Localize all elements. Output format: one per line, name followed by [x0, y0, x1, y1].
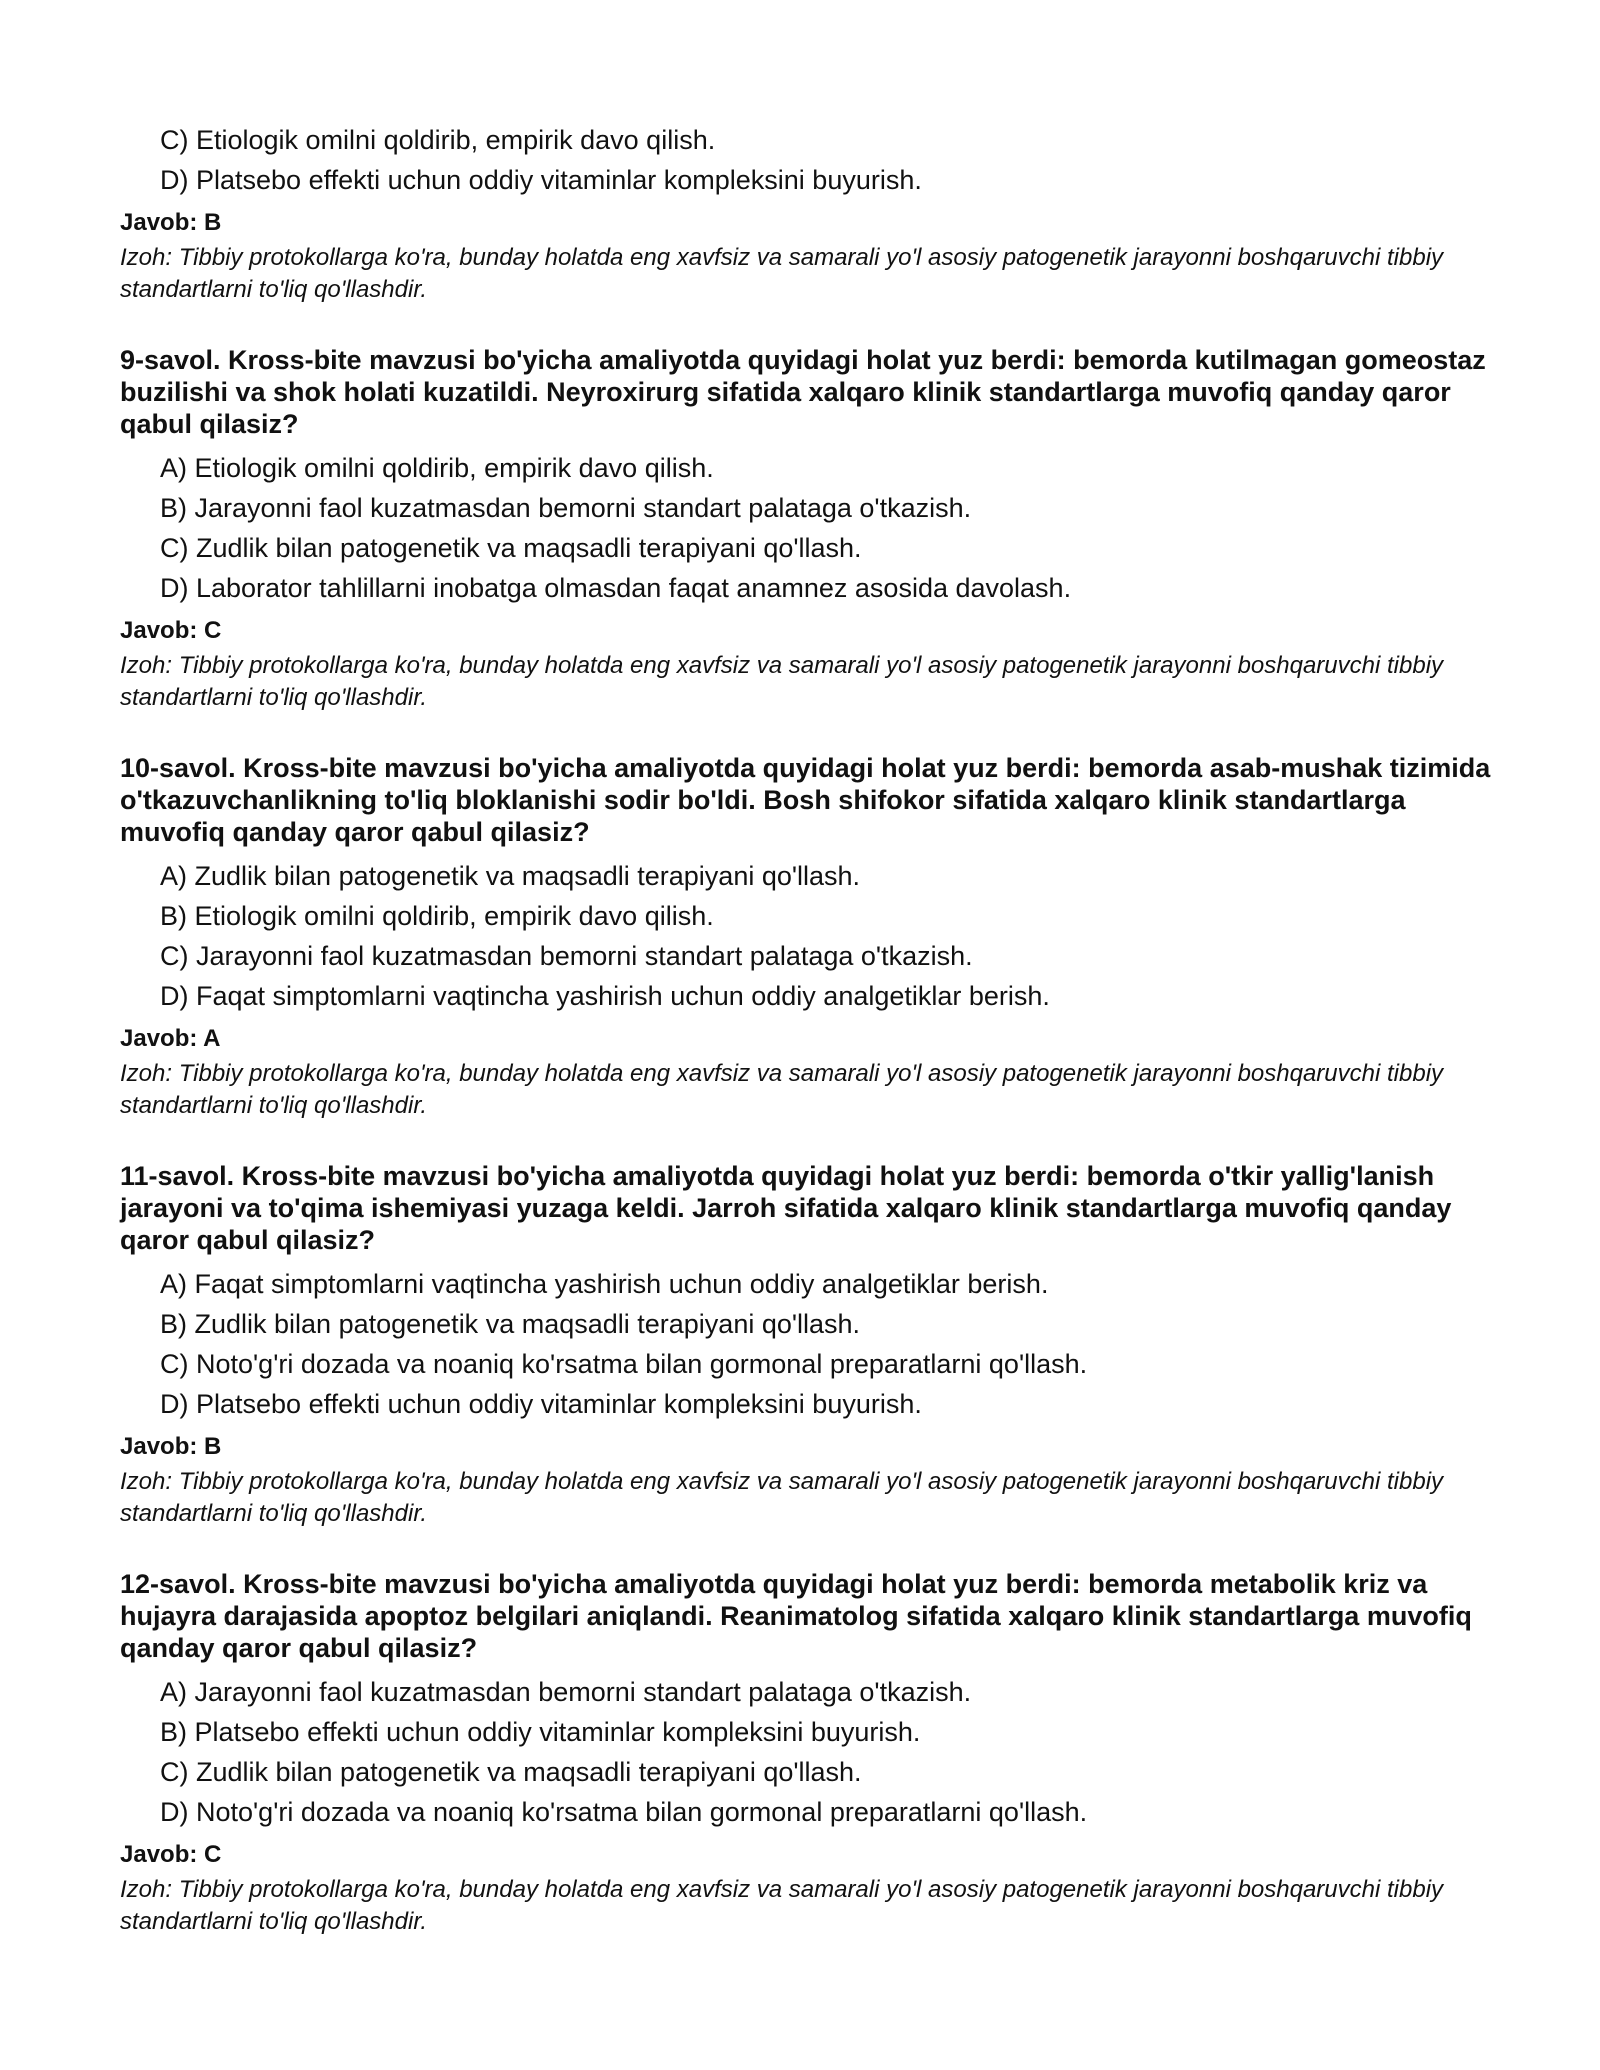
option-a: A) Etiologik omilni qoldirib, empirik davo qilish. — [160, 453, 714, 483]
option-c: C) Jarayonni faol kuzatmasdan bemorni standart palataga o'tkazish. — [160, 941, 973, 971]
option-c: C) Noto'g'ri dozada va noaniq ko'rsatma bilan gormonal preparatlarni qo'llash. — [160, 1349, 1088, 1379]
question-text: 11-savol. Kross-bite mavzusi bo'yicha amaliyotda quyidagi holat yuz berdi: bemorda o'tkir yallig'lanish jarayoni va to'qima ishemiyasi yuzaga keldi. Jarroh sifatida xalqaro klinik standartlarga muvofiq qanday qaror qabul qilasiz? — [120, 1161, 1452, 1255]
answer-label: Javob: C — [120, 1841, 222, 1868]
document-page — [120, 120, 1500, 1938]
explanation-note: Izoh: Tibbiy protokollarga ko'ra, bunday holatda eng xavfsiz va samarali yo'l asosiy patogenetik jarayonni boshqaruvchi tibbiy standartlarni to'liq qo'llashdir. — [120, 652, 1444, 711]
question-block-11 — [120, 1160, 1500, 1530]
continued-question-block — [120, 120, 1500, 306]
option-b: B) Etiologik omilni qoldirib, empirik davo qilish. — [160, 901, 714, 931]
question-text: 12-savol. Kross-bite mavzusi bo'yicha amaliyotda quyidagi holat yuz berdi: bemorda metabolik kriz va hujayra darajasida apoptoz belgilari aniqlandi. Reanimatolog sifatida xalqaro klinik standartlarga muvofiq qanday qaror qabul qilasiz? — [120, 1569, 1472, 1663]
option-b: B) Platsebo effekti uchun oddiy vitaminlar kompleksini buyurish. — [160, 1717, 921, 1747]
option-d: D) Platsebo effekti uchun oddiy vitaminlar kompleksini buyurish. — [160, 165, 922, 195]
option-a: A) Zudlik bilan patogenetik va maqsadli terapiyani qo'llash. — [160, 861, 861, 891]
answer-label: Javob: A — [120, 1025, 221, 1052]
answer-label: Javob: B — [120, 209, 222, 236]
answer-label: Javob: B — [120, 1433, 222, 1460]
explanation-note: Izoh: Tibbiy protokollarga ko'ra, bunday holatda eng xavfsiz va samarali yo'l asosiy patogenetik jarayonni boshqaruvchi tibbiy standartlarni to'liq qo'llashdir. — [120, 1468, 1444, 1527]
option-d: D) Platsebo effekti uchun oddiy vitaminlar kompleksini buyurish. — [160, 1389, 922, 1419]
option-d: D) Laborator tahlillarni inobatga olmasdan faqat anamnez asosida davolash. — [160, 573, 1072, 603]
option-d: D) Faqat simptomlarni vaqtincha yashirish uchun oddiy analgetiklar berish. — [160, 981, 1050, 1011]
option-a: A) Faqat simptomlarni vaqtincha yashirish uchun oddiy analgetiklar berish. — [160, 1269, 1049, 1299]
explanation-note: Izoh: Tibbiy protokollarga ko'ra, bunday holatda eng xavfsiz va samarali yo'l asosiy patogenetik jarayonni boshqaruvchi tibbiy standartlarni to'liq qo'llashdir. — [120, 1060, 1444, 1119]
explanation-note: Izoh: Tibbiy protokollarga ko'ra, bunday holatda eng xavfsiz va samarali yo'l asosiy patogenetik jarayonni boshqaruvchi tibbiy standartlarni to'liq qo'llashdir. — [120, 1876, 1444, 1935]
option-c: C) Etiologik omilni qoldirib, empirik davo qilish. — [160, 125, 716, 155]
explanation-note: Izoh: Tibbiy protokollarga ko'ra, bunday holatda eng xavfsiz va samarali yo'l asosiy patogenetik jarayonni boshqaruvchi tibbiy standartlarni to'liq qo'llashdir. — [120, 244, 1444, 303]
option-a: A) Jarayonni faol kuzatmasdan bemorni standart palataga o'tkazish. — [160, 1677, 972, 1707]
question-text: 10-savol. Kross-bite mavzusi bo'yicha amaliyotda quyidagi holat yuz berdi: bemorda asab-mushak tizimida o'tkazuvchanlikning to'liq bloklanishi sodir bo'ldi. Bosh shifokor sifatida xalqaro klinik standartlarga muvofiq qanday qaror qabul qilasiz? — [120, 753, 1491, 847]
option-b: B) Zudlik bilan patogenetik va maqsadli terapiyani qo'llash. — [160, 1309, 861, 1339]
answer-label: Javob: C — [120, 617, 222, 644]
option-c: C) Zudlik bilan patogenetik va maqsadli terapiyani qo'llash. — [160, 533, 862, 563]
option-d: D) Noto'g'ri dozada va noaniq ko'rsatma bilan gormonal preparatlarni qo'llash. — [160, 1797, 1088, 1827]
option-c: C) Zudlik bilan patogenetik va maqsadli terapiyani qo'llash. — [160, 1757, 862, 1787]
question-block-9 — [120, 344, 1500, 714]
question-block-10 — [120, 752, 1500, 1122]
question-block-12 — [120, 1568, 1500, 1938]
question-text: 9-savol. Kross-bite mavzusi bo'yicha amaliyotda quyidagi holat yuz berdi: bemorda kutilmagan gomeostaz buzilishi va shok holati kuzatildi. Neyroxirurg sifatida xalqaro klinik standartlarga muvofiq qanday qaror qabul qilasiz? — [120, 345, 1486, 439]
option-b: B) Jarayonni faol kuzatmasdan bemorni standart palataga o'tkazish. — [160, 493, 972, 523]
